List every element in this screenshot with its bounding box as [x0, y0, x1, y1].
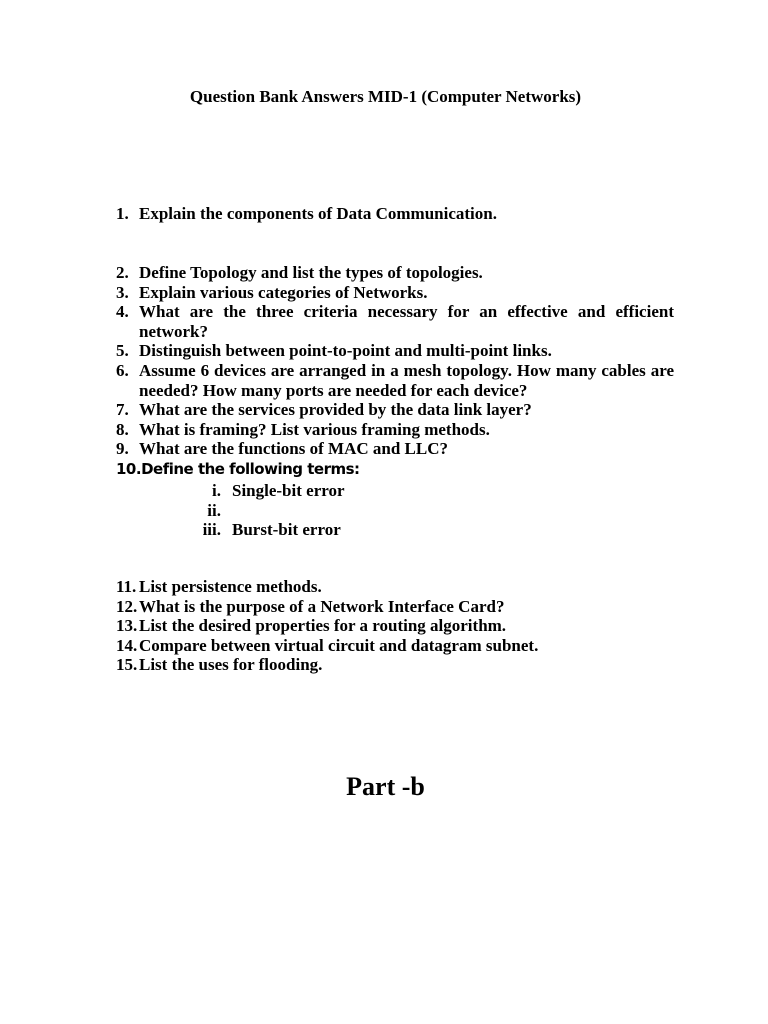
- question-number: 9.: [116, 439, 129, 459]
- question-number: 6.: [116, 360, 129, 380]
- question-text: Assume 6 devices are arranged in a mesh topology. How many cables are needed? How many ports are needed for each device?: [139, 360, 674, 400]
- question-number: 7.: [116, 400, 129, 420]
- question-item: [116, 204, 674, 224]
- question-item: [116, 263, 674, 283]
- question-item: [116, 400, 674, 420]
- question-text: Distinguish between point-to-point and multi-point links.: [139, 341, 552, 361]
- question-number: 3.: [116, 282, 129, 302]
- question-10-heading: 10.Define the following terms:: [116, 460, 360, 478]
- question-item: [116, 361, 674, 400]
- sub-term-item: [190, 501, 345, 521]
- question-item: [116, 655, 674, 675]
- question-number: 14.: [116, 635, 138, 655]
- sub-term-text: Burst-bit error: [232, 520, 341, 540]
- sub-terms-list: [190, 481, 345, 540]
- question-number: 4.: [116, 302, 129, 322]
- question-number: 5.: [116, 341, 129, 361]
- question-text: What is framing? List various framing methods.: [139, 419, 490, 439]
- question-list-section-1: [116, 204, 674, 224]
- sub-term-item: [190, 481, 345, 501]
- sub-term-item: [190, 520, 345, 540]
- roman-numeral: i.: [212, 481, 221, 500]
- question-number: 12.: [116, 596, 138, 616]
- question-text: List the uses for flooding.: [139, 655, 323, 675]
- question-text: What is the purpose of a Network Interface Card?: [139, 596, 505, 616]
- roman-numeral: ii.: [207, 500, 221, 520]
- question-item: [116, 577, 674, 597]
- question-item: [116, 616, 674, 636]
- document-title: Question Bank Answers MID-1 (Computer Networks): [189, 87, 582, 106]
- question-list-section-3: [116, 577, 674, 675]
- question-number: 11.: [116, 577, 137, 596]
- question-text: List the desired properties for a routing algorithm.: [139, 616, 507, 636]
- question-item: [116, 636, 674, 656]
- question-item: [116, 283, 674, 303]
- question-text: Define Topology and list the types of topologies.: [139, 263, 483, 282]
- question-number: 2.: [116, 263, 129, 282]
- sub-term-text: Single-bit error: [232, 481, 345, 500]
- question-item: [116, 302, 674, 341]
- question-number: 8.: [116, 419, 129, 439]
- question-text: List persistence methods.: [139, 577, 322, 596]
- question-text: Explain various categories of Networks.: [139, 282, 428, 302]
- question-number: 13.: [116, 616, 138, 636]
- question-number: 1.: [116, 204, 129, 223]
- question-item: [116, 439, 674, 459]
- roman-numeral: iii.: [202, 520, 221, 540]
- question-text: Explain the components of Data Communication.: [139, 204, 497, 223]
- question-text: What are the functions of MAC and LLC?: [139, 439, 449, 459]
- question-text: What are the services provided by the data link layer?: [139, 400, 532, 420]
- question-item: [116, 341, 674, 361]
- question-number: 15.: [116, 655, 138, 675]
- question-item: [116, 420, 674, 440]
- question-text: What are the three criteria necessary for an effective and efficient network?: [139, 302, 674, 341]
- question-list-section-2: [116, 263, 674, 459]
- part-b-heading: Part -b: [346, 772, 425, 801]
- question-text: Compare between virtual circuit and datagram subnet.: [139, 635, 539, 655]
- question-item: [116, 597, 674, 617]
